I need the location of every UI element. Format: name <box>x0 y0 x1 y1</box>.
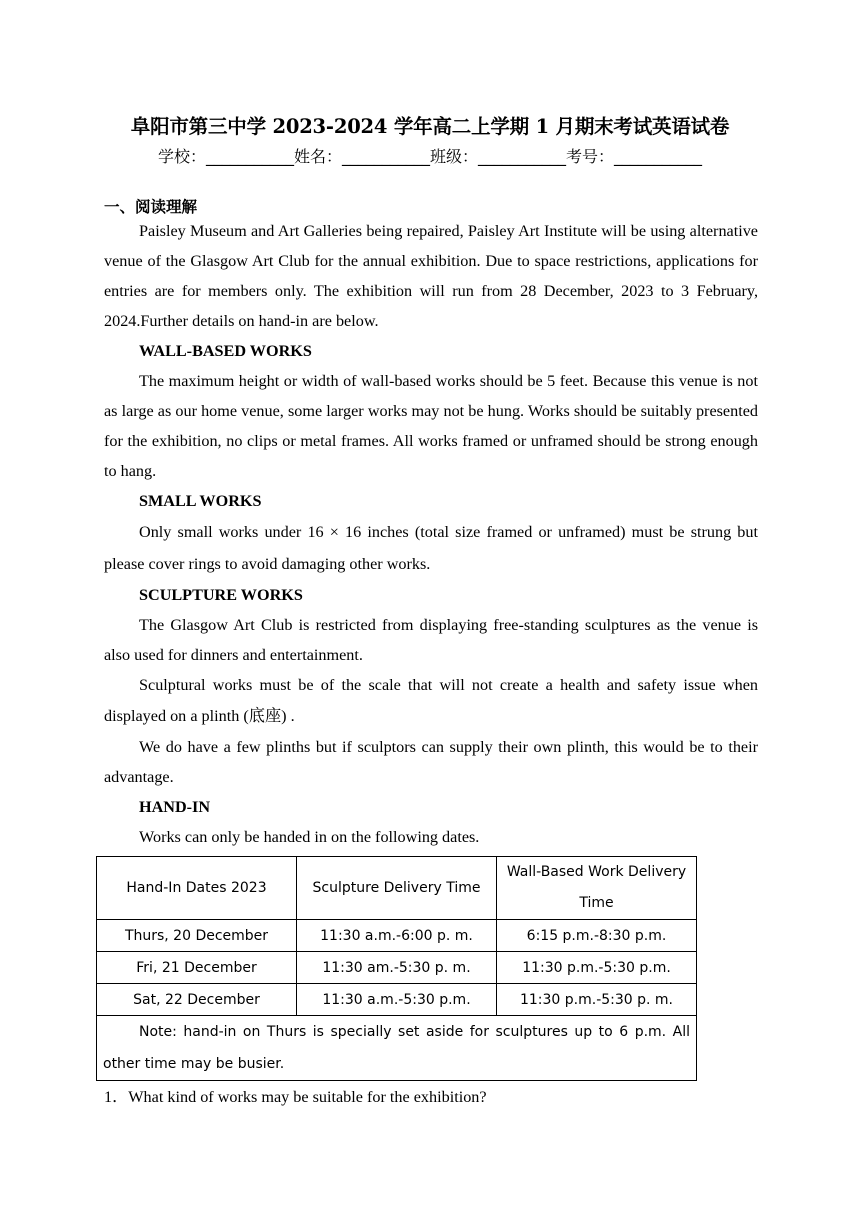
table-header-cell: Wall-Based Work Delivery Time <box>497 857 697 920</box>
table-cell: 11:30 p.m.-5:30 p. m. <box>497 984 697 1016</box>
exam-title: 阜阳市第三中学 2023-2024 学年高二上学期 1 月期末考试英语试卷 <box>130 115 730 138</box>
heading-sculpture: SCULPTURE WORKS <box>139 586 303 604</box>
table-note: Note: hand-in on Thurs is specially set aside for sculptures up to 6 p.m. All other time may be busier. <box>103 1024 690 1072</box>
table-row <box>97 920 697 952</box>
table-cell: 11:30 a.m.-5:30 p.m. <box>297 984 497 1016</box>
paragraph-small-works: Only small works under 16 × 16 inches (total size framed or unframed) must be strung but please cover rings to avoid damaging other works. <box>104 523 758 573</box>
paragraph-sculpture-3: We do have a few plinths but if sculptors can supply their own plinth, this would be to their advantage. <box>104 738 758 786</box>
heading-hand-in: HAND-IN <box>139 798 211 816</box>
question-text: What kind of works may be suitable for the exhibition? <box>128 1088 487 1106</box>
table-cell: 11:30 p.m.-5:30 p.m. <box>497 952 697 984</box>
table-row <box>97 984 697 1016</box>
reading-passage <box>104 216 758 852</box>
heading-wall-based: WALL-BASED WORKS <box>139 342 312 360</box>
hand-in-table <box>96 856 697 1081</box>
table-header-cell: Hand-In Dates 2023 <box>97 857 297 920</box>
table-cell: Thurs, 20 December <box>97 920 297 952</box>
table-row <box>97 952 697 984</box>
table-header-cell: Sculpture Delivery Time <box>297 857 497 920</box>
paragraph-sculpture-2: Sculptural works must be of the scale that will not create a health and safety issue when displayed on a plinth (底座) . <box>104 676 758 725</box>
table-note-cell <box>97 1016 697 1081</box>
table-header-row <box>97 857 697 920</box>
table-cell: 6:15 p.m.-8:30 p.m. <box>497 920 697 952</box>
passage-intro: Paisley Museum and Art Galleries being repaired, Paisley Art Institute will be using alternative venue of the Glasgow Art Club for the annual exhibition. Due to space restrictions, applications for entries are for members only. The exhibition will run from 28 December, 2023 to 3 February, 2024.Further details on hand-in are below. <box>104 222 758 330</box>
section-title: 一、阅读理解 <box>104 198 198 216</box>
question-1 <box>104 1083 487 1107</box>
paragraph-wall-based: The maximum height or width of wall-based works should be 5 feet. Because this venue is not as large as our home venue, some larger works may not be hung. Works should be suitably presented for the exhibition, no clips or metal frames. All works framed or unframed should be strong enough to hang. <box>104 372 758 480</box>
paragraph-sculpture-1: The Glasgow Art Club is restricted from displaying free-standing sculptures as the venue is also used for dinners and entertainment. <box>104 616 758 664</box>
heading-small-works: SMALL WORKS <box>139 492 262 510</box>
table-cell: 11:30 am.-5:30 p. m. <box>297 952 497 984</box>
question-number: 1． <box>104 1088 129 1106</box>
table-cell: Fri, 21 December <box>97 952 297 984</box>
table-cell: 11:30 a.m.-6:00 p. m. <box>297 920 497 952</box>
table-cell: Sat, 22 December <box>97 984 297 1016</box>
student-info-line: 学校：___________姓名：___________班级：___________考号：___________ <box>157 147 702 166</box>
paragraph-hand-in: Works can only be handed in on the following dates. <box>139 828 480 846</box>
table-note-row <box>97 1016 697 1081</box>
